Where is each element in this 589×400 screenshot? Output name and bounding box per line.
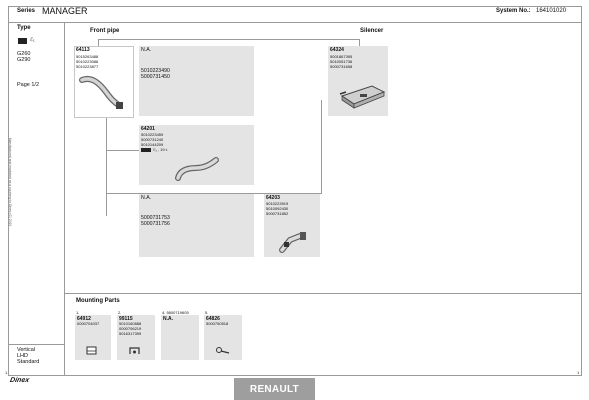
config-orientation: Vertical [17, 347, 36, 353]
side-note: Manufactured and marketed as a courtesy to Dinex (C) 2010 [8, 137, 12, 227]
left-config-divider [8, 344, 65, 345]
part-number: 64113 [76, 47, 90, 53]
mounting-heading: Mounting Parts [76, 298, 120, 304]
ref-number: 0000704037 [77, 321, 100, 326]
ref-number: 5010160888 [119, 321, 142, 326]
ref-number: 5010223877 [76, 64, 99, 69]
connector-right [321, 100, 322, 194]
ref-number: 5010223459 [141, 132, 164, 137]
ref-number: 5010051736 [330, 59, 353, 64]
system-value: 164101020 [536, 8, 567, 14]
mount-num-1: 1. [76, 310, 80, 315]
ref-number: 5010223490 [141, 68, 170, 74]
ref-number: 5000731240 [141, 137, 164, 142]
engine-icon [18, 38, 27, 44]
tail-pipe-image [276, 226, 310, 256]
part-number: N.A. [141, 195, 152, 201]
part-card-na-1[interactable] [139, 46, 254, 116]
dinex-logo: Dinex [9, 377, 30, 384]
model-1: G260 [17, 51, 31, 57]
series-value: MANAGER [42, 6, 88, 16]
pipe-image [172, 156, 220, 182]
ref-number: 5010092430 [266, 206, 289, 211]
config-drive: LHD [17, 353, 29, 359]
ref-number: 5010223919 [266, 201, 289, 206]
ref-number: 5010223086 [76, 59, 99, 64]
ref-number: 5000731753 [141, 215, 170, 221]
ref-number: 5000750518 [206, 321, 229, 326]
silencer-heading: Silencer [360, 28, 384, 34]
model-2: G290 [17, 57, 31, 63]
ref-number: 0000706219 [119, 326, 142, 331]
footer-right-number: 1 [577, 370, 580, 375]
mount-num-4: 4. 5800719605 [162, 310, 189, 315]
page-number: Page 1/2 [17, 82, 40, 88]
ref-number: 5001867395 [330, 54, 353, 59]
type-label: Type [17, 25, 31, 31]
bracket-image [128, 346, 142, 356]
part-number: 64912 [77, 316, 91, 322]
system-label: System No.: [496, 8, 531, 14]
ref-number: 5000731852 [266, 211, 289, 216]
type-symbol: ℰ₁ [30, 37, 35, 43]
part-note: ℰ₁ , 19 t. [153, 147, 168, 152]
header-divider [8, 22, 581, 23]
ref-number: 5016317399 [119, 331, 142, 336]
config-variant: Standard [17, 359, 40, 365]
connector-mid [106, 150, 141, 151]
footer-left-number: 1 [5, 370, 8, 375]
front-pipe-image [78, 72, 128, 114]
ref-number: 5010144209 [141, 142, 164, 147]
ref-number: 5000731658 [330, 64, 353, 69]
brand-banner [234, 378, 315, 400]
hanger-image [214, 344, 232, 356]
part-number: 64203 [266, 195, 280, 201]
mounting-divider [64, 293, 581, 294]
part-number: 99115 [119, 316, 133, 322]
part-number: 64826 [206, 316, 220, 322]
front-pipe-heading: Front pipe [90, 28, 120, 34]
brand-label: RENAULT [249, 383, 300, 395]
left-panel-divider [64, 22, 65, 375]
mount-num-5: 5. [205, 310, 209, 315]
part-number: N.A. [141, 47, 152, 53]
ref-number: 5000731756 [141, 221, 170, 227]
ref-number: 5000731450 [141, 74, 170, 80]
silencer-image [338, 82, 386, 110]
ref-number: 5015263488 [76, 54, 99, 59]
engine-icon [141, 148, 151, 152]
mount-num-2: 2. [118, 310, 122, 315]
clamp-image [86, 346, 98, 356]
part-number: 64201 [141, 126, 155, 132]
part-number: N.A. [163, 316, 173, 322]
part-number: 64324 [330, 47, 344, 53]
connector-center [106, 112, 107, 216]
series-label: Series [17, 8, 36, 14]
